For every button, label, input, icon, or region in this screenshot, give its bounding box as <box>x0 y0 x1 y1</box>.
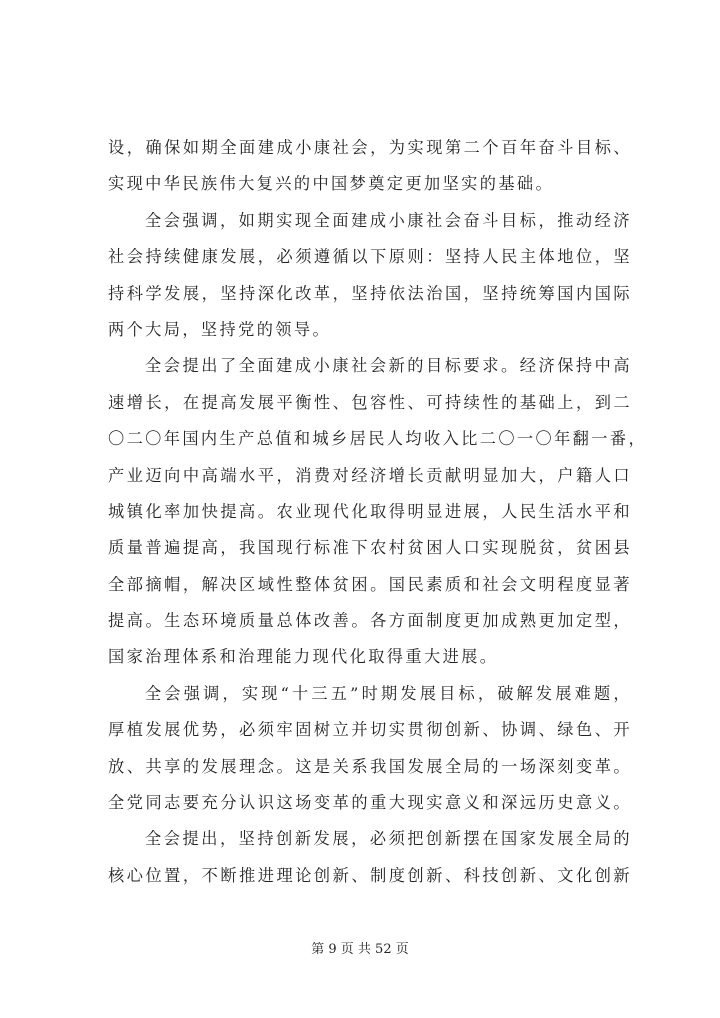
text-line: 提高。生态环境质量总体改善。各方面制度更加成熟更加定型， <box>108 611 632 631</box>
text-line: 全会提出了全面建成小康社会新的目标要求。经济保持中高 <box>145 356 632 376</box>
text-line: 设，确保如期全面建成小康社会，为实现第二个百年奋斗目标、 <box>108 138 632 157</box>
text-line: 〇二〇年国内生产总值和城乡居民人均收入比二〇一〇年翻一番， <box>108 429 648 449</box>
text-line: 全会强调，实现“十三五”时期发展目标，破解发展难题， <box>145 683 632 703</box>
text-line: 国家治理体系和治理能力现代化取得重大进展。 <box>108 647 499 667</box>
text-line: 社会持续健康发展，必须遵循以下原则：坚持人民主体地位，坚 <box>108 247 632 267</box>
text-line: 持科学发展，坚持深化改革，坚持依法治国，坚持统筹国内国际 <box>108 283 632 303</box>
text-line: 质量普遍提高，我国现行标准下农村贫困人口实现脱贫，贫困县 <box>108 538 632 558</box>
text-line: 全部摘帽，解决区域性整体贫困。国民素质和社会文明程度显著 <box>108 574 632 594</box>
text-line: 全会提出，坚持创新发展，必须把创新摆在国家发展全局的 <box>145 829 632 849</box>
text-line: 放、共享的发展理念。这是关系我国发展全局的一场深刻变革。 <box>108 756 632 776</box>
page-footer: 第 9 页 共 52 页 <box>311 942 409 957</box>
text-line: 城镇化率加快提高。农业现代化取得明显进展，人民生活水平和 <box>108 501 632 521</box>
text-line: 全会强调，如期实现全面建成小康社会奋斗目标，推动经济 <box>145 210 632 230</box>
text-line: 厚植发展优势，必须牢固树立并切实贯彻创新、协调、绿色、开 <box>108 720 632 740</box>
text-line: 核心位置，不断推进理论创新、制度创新、科技创新、文化创新 <box>108 865 632 885</box>
text-line: 产业迈向中高端水平，消费对经济增长贡献明显加大，户籍人口 <box>108 465 632 485</box>
document-body <box>108 130 648 894</box>
text-line: 速增长，在提高发展平衡性、包容性、可持续性的基础上，到二 <box>108 392 632 412</box>
text-line: 两个大局，坚持党的领导。 <box>108 319 332 339</box>
text-line: 全党同志要充分认识这场变革的重大现实意义和深远历史意义。 <box>108 793 632 813</box>
text-line: 实现中华民族伟大复兴的中国梦奠定更加坚实的基础。 <box>108 174 555 194</box>
